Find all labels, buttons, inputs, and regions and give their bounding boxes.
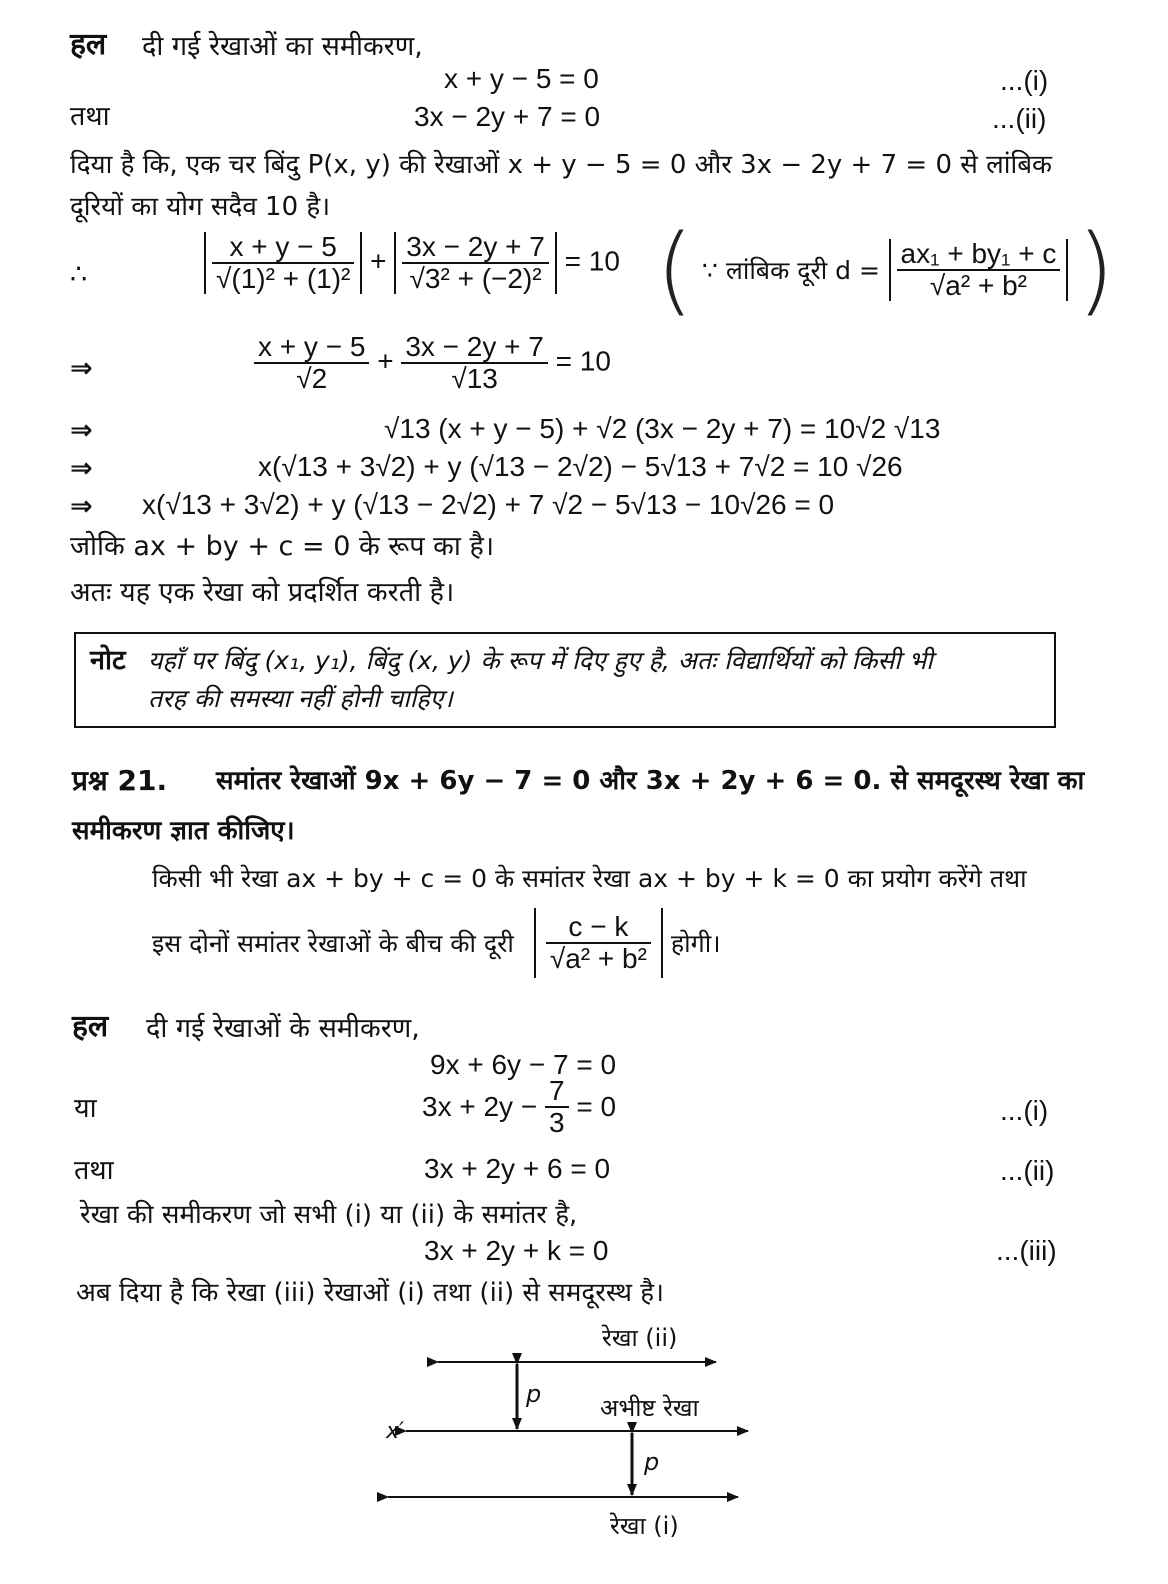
equation-rhs: = 10 xyxy=(564,245,620,277)
fraction-numerator: 7 xyxy=(545,1076,569,1108)
eq-right: = 0 xyxy=(576,1091,617,1122)
fraction-denominator: 3 xyxy=(548,1107,565,1138)
distance-sum-equation xyxy=(204,232,620,294)
equation-2: 3x + 2y + 6 = 0 xyxy=(424,1153,611,1184)
parallel-lines-figure xyxy=(370,1316,770,1546)
equation-tag-1: ...(i) xyxy=(1000,65,1049,96)
therefore-symbol: ∴ xyxy=(70,259,88,290)
form-statement: जोकि ax + by + c = 0 के रूप का है। xyxy=(70,531,495,562)
fraction-numerator: ax₁ + by₁ + c xyxy=(897,239,1061,271)
step-4-equation: x(√13 + 3√2) + y (√13 − 2√2) − 5√13 + 7√2 = 10 √26 xyxy=(258,451,903,482)
solution-label: हल xyxy=(72,1009,109,1044)
equation-1 xyxy=(422,1076,616,1138)
fraction-denominator: √13 xyxy=(451,363,498,394)
right-paren: ) xyxy=(1076,214,1115,326)
note-label: नोट xyxy=(90,645,126,676)
solution-intro: दी गई रेखाओं के समीकरण, xyxy=(146,1013,420,1044)
question-text-line-1: समांतर रेखाओं 9x + 6y − 7 = 0 और 3x + 2y + 6 = 0. से समदूरस्थ रेखा का xyxy=(216,766,1085,796)
plus-sign: + xyxy=(370,245,387,277)
hint-line-1: किसी भी रेखा ax + by + c = 0 के समांतर रेखा ax + by + k = 0 का प्रयोग करेंगे तथा xyxy=(152,864,1027,893)
equation-0: 9x + 6y − 7 = 0 xyxy=(430,1049,617,1080)
note-line-2: तरह की समस्या नहीं होनी चाहिए। xyxy=(148,684,453,713)
fraction-numerator: 3x − 2y + 7 xyxy=(401,332,548,364)
hint-distance-formula xyxy=(534,908,663,978)
implies-arrow: ⇒ xyxy=(70,415,93,446)
implies-arrow: ⇒ xyxy=(70,453,93,484)
solution-label: हल xyxy=(70,27,107,62)
fraction-numerator: 3x − 2y + 7 xyxy=(402,232,549,264)
fraction-denominator: √(1)² + (1)² xyxy=(216,263,351,294)
fraction-numerator: x + y − 5 xyxy=(212,232,354,264)
step-3-equation: √13 (x + y − 5) + √2 (3x − 2y + 7) = 10√2 √13 xyxy=(384,413,941,444)
given-text-line-2: दूरियों का योग सदैव 10 है। xyxy=(70,192,331,222)
left-paren: ( xyxy=(656,214,694,326)
and-label: तथा xyxy=(74,1155,114,1186)
label-x-prime: x′ xyxy=(386,1419,405,1444)
equation-rhs: = 10 xyxy=(555,345,611,377)
or-label: या xyxy=(74,1093,97,1124)
step-5-equation: x(√13 + 3√2) + y (√13 − 2√2) + 7 √2 − 5√13 − 10√26 = 0 xyxy=(142,489,835,520)
label-line-ii: रेखा (ii) xyxy=(602,1324,678,1352)
eq-left: 3x + 2y − xyxy=(422,1091,538,1122)
equation-1: x + y − 5 = 0 xyxy=(444,63,599,94)
formula-prefix: ∵ लांबिक दूरी d = xyxy=(702,256,880,285)
label-p-upper: p xyxy=(526,1380,542,1408)
and-label: तथा xyxy=(70,101,110,132)
given-text-line-1: दिया है कि, एक चर बिंदु P(x, y) की रेखाओं x + y − 5 = 0 और 3x − 2y + 7 = 0 से लांबिक xyxy=(70,150,1053,180)
implies-arrow: ⇒ xyxy=(70,491,93,522)
parallel-line-text: रेखा की समीकरण जो सभी (i) या (ii) के समांतर है, xyxy=(80,1200,578,1230)
solution-intro: दी गई रेखाओं का समीकरण, xyxy=(142,31,423,62)
abs-formula xyxy=(889,239,1069,301)
label-p-lower: p xyxy=(644,1448,660,1476)
hint-text: इस दोनों समांतर रेखाओं के बीच की दूरी xyxy=(152,929,514,958)
equidistant-statement: अब दिया है कि रेखा (iii) रेखाओं (i) तथा (ii) से समदूरस्थ है। xyxy=(76,1278,664,1308)
question-text-line-2: समीकरण ज्ञात कीजिए। xyxy=(72,816,295,846)
implies-arrow: ⇒ xyxy=(70,353,93,384)
equation-3: 3x + 2y + k = 0 xyxy=(424,1235,609,1266)
equation-2: 3x − 2y + 7 = 0 xyxy=(414,101,601,132)
fraction-numerator: x + y − 5 xyxy=(254,332,369,364)
note-line-1: यहाँ पर बिंदु (x₁, y₁), बिंदु (x, y) के रूप में दिए हुए है, अतः विद्यार्थियों को किसी भी xyxy=(148,646,933,675)
note-box xyxy=(74,632,1056,728)
fraction-denominator: √a² + b² xyxy=(929,270,1027,301)
fraction-denominator: √3² + (−2)² xyxy=(409,263,542,294)
conclusion-statement: अतः यह एक रेखा को प्रदर्शित करती है। xyxy=(70,577,455,608)
equation-tag-3: ...(iii) xyxy=(996,1235,1057,1266)
distance-formula-note xyxy=(656,214,1115,326)
fraction-denominator: √2 xyxy=(296,363,328,394)
plus-sign: + xyxy=(377,345,394,377)
label-line-i: रेखा (i) xyxy=(610,1512,679,1540)
label-required-line: अभीष्ट रेखा xyxy=(600,1394,699,1422)
question-number: प्रश्न 21. xyxy=(72,764,168,797)
equation-tag-1: ...(i) xyxy=(1000,1095,1049,1126)
abs-term-2 xyxy=(394,232,557,294)
step-2-equation xyxy=(254,332,611,394)
equation-tag-2: ...(ii) xyxy=(992,103,1047,134)
fraction-numerator: c − k xyxy=(546,912,651,944)
equation-tag-2: ...(ii) xyxy=(1000,1155,1055,1186)
hint-line-2 xyxy=(152,908,721,978)
fraction-denominator: √a² + b² xyxy=(549,943,647,974)
hint-end: होगी। xyxy=(670,929,721,958)
abs-term-1 xyxy=(204,232,362,294)
